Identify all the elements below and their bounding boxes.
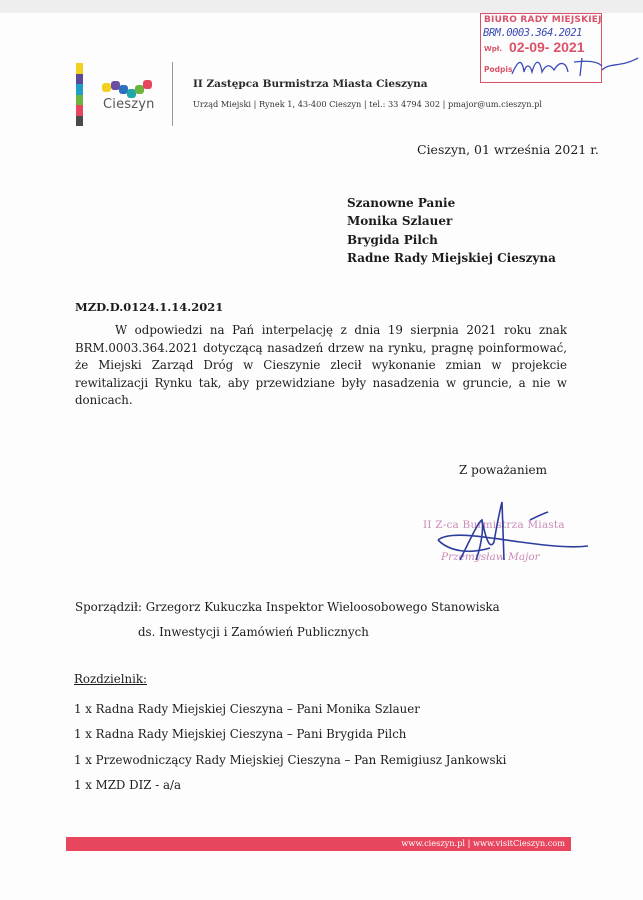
color-bar-segment xyxy=(76,116,83,127)
top-band xyxy=(0,0,643,13)
addressee-line: Brygida Pilch xyxy=(347,232,438,247)
stamp-title: BIURO RADY MIEJSKIEJ xyxy=(484,15,602,25)
color-bar-segment xyxy=(76,95,83,106)
logo-wordmark: Cieszyn xyxy=(103,97,155,112)
distribution-item: 1 x MZD DIZ - a/a xyxy=(74,778,181,793)
addressee-line: Radne Rady Miejskiej Cieszyna xyxy=(347,250,556,265)
prepared-by-department: ds. Inwestycji i Zamówień Publicznych xyxy=(138,625,369,639)
hexagon-icon xyxy=(143,80,152,89)
signature-stamp-name: Przemysław Major xyxy=(441,551,540,563)
signature-stamp-title: II Z-ca Burmistrza Miasta xyxy=(423,519,565,531)
handwritten-signature-icon xyxy=(430,500,590,570)
prepared-by: Sporządził: Grzegorz Kukuczka Inspektor Wieloosobowego Stanowiska xyxy=(75,600,500,614)
color-bar-segment xyxy=(76,74,83,85)
place-date: Cieszyn, 01 września 2021 r. xyxy=(417,142,599,157)
stamp-signature-scribble-icon xyxy=(510,50,640,80)
logo-color-bar xyxy=(76,63,83,126)
reference-number: MZD.D.0124.1.14.2021 xyxy=(75,300,224,314)
header-address: Urząd Miejski | Rynek 1, 43-400 Cieszyn | tel.: 33 4794 302 | pmajor@um.cieszyn.pl xyxy=(193,99,543,109)
stamp-received-date: 02-09- 2021 xyxy=(509,39,585,55)
addressee-line: Monika Szlauer xyxy=(347,214,453,229)
distribution-item: 1 x Radna Rady Miejskiej Cieszyna – Pani Brygida Pilch xyxy=(74,727,407,742)
distribution-list xyxy=(74,697,506,799)
distribution-item: 1 x Radna Rady Miejskiej Cieszyna – Pani Monika Szlauer xyxy=(74,702,420,716)
color-bar-segment xyxy=(76,84,83,95)
stamp-signature-label: Podpis xyxy=(484,65,513,74)
distribution-item: 1 x Przewodniczący Rady Miejskiej Cieszyna – Pan Remigiusz Jankowski xyxy=(74,752,507,767)
footer-bar xyxy=(66,837,571,851)
hexagon-icon xyxy=(102,83,111,92)
header-divider xyxy=(172,62,173,126)
header-title: II Zastępca Burmistrza Miasta Cieszyna xyxy=(193,78,428,90)
addressee-block xyxy=(347,194,556,267)
color-bar-segment xyxy=(76,63,83,74)
footer-links[interactable]: www.cieszyn.pl | www.visitCieszyn.com xyxy=(401,838,565,848)
color-bar-segment xyxy=(76,105,83,116)
letter-body: W odpowiedzi na Pań interpelację z dnia 19 sierpnia 2021 roku znak BRM.0003.364.2021 dotyczącą nasadzeń drzew na rynku, pragnę poinformować, że Miejski Zarząd Dróg w Cieszynie zlecił wykonanie zmian w projekcie rewitalizacji Rynku tak, aby przewidziane były nasadzenia w gruncie, a nie w donicach. xyxy=(75,323,567,408)
closing-phrase: Z poważaniem xyxy=(459,463,548,477)
stamp-received-label: Wpł. xyxy=(484,45,502,53)
stamp-reference: BRM.0003.364.2021 xyxy=(483,27,582,39)
addressee-line: Szanowne Panie xyxy=(347,196,456,210)
distribution-heading: Rozdzielnik: xyxy=(74,672,147,686)
